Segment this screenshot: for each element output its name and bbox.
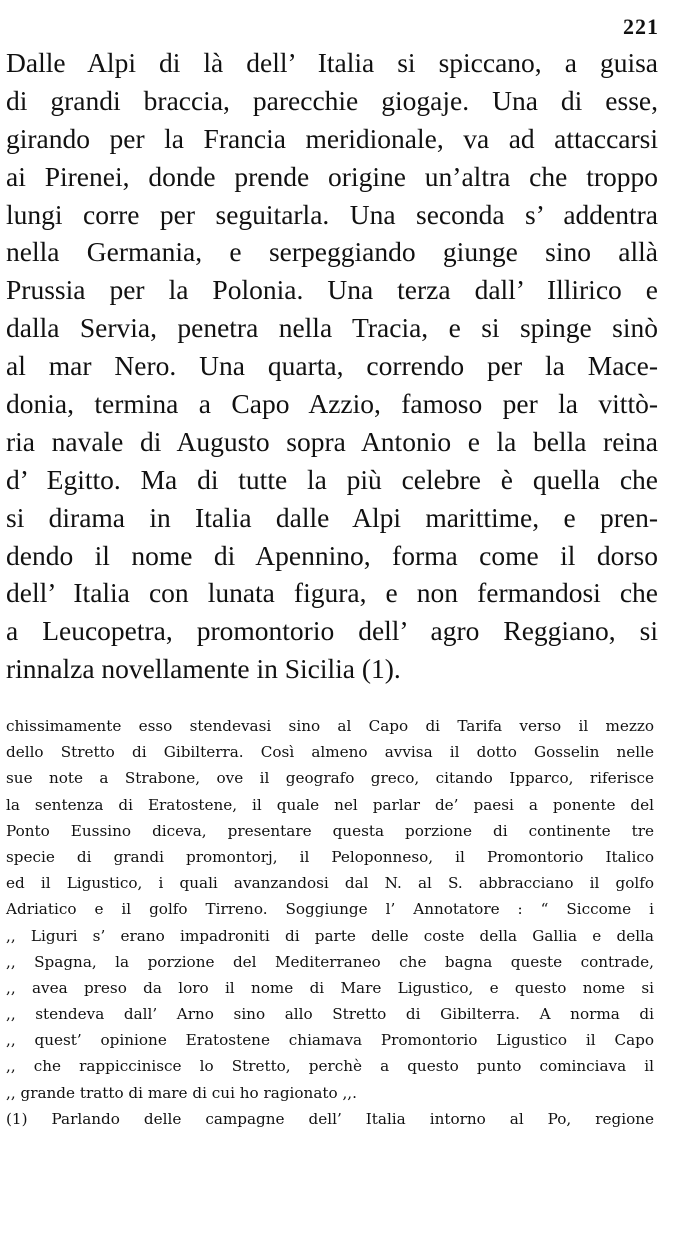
footnote-line: la sentenza di Eratostene, il quale nel parlar de’ paesi a ponente del — [6, 795, 654, 814]
body-line: d’ Egitto. Ma di tutte la più celebre è quella che — [6, 463, 658, 495]
footnote-line: Adriatico e il golfo Tirreno. Soggiunge l’ Annotatore : “ Siccome i — [6, 900, 654, 919]
footnote-line: sue note a Strabone, ove il geografo greco, citando Ipparco, riferisce — [6, 769, 654, 788]
body-line: a Leucopetra, promontorio dell’ agro Reggiano, si — [6, 615, 658, 647]
body-line: di grandi braccia, parecchie giogaje. Una di esse, — [6, 84, 658, 116]
main-body-text — [6, 44, 658, 688]
footnote-line-new-note: (1) Parlando delle campagne dell’ Italia intorno al Po, regione — [6, 1109, 654, 1128]
body-line: si dirama in Italia dalle Alpi marittime, e pren- — [6, 501, 658, 533]
page-number: 221 — [623, 14, 659, 39]
footnote-line: specie di grandi promontorj, il Peloponneso, il Promontorio Italico — [6, 847, 654, 866]
footnote-line: ed il Ligustico, i quali avanzandosi dal N. al S. abbracciano il golfo — [6, 874, 654, 893]
body-line: ai Pirenei, donde prende origine un’altra che troppo — [6, 160, 658, 192]
body-line-last: rinnalza novellamente in Sicilia (1). — [6, 653, 401, 685]
body-line: Prussia per la Polonia. Una terza dall’ Illirico e — [6, 274, 658, 306]
footnote-line: ,, grande tratto di mare di cui ho ragionato ,,. — [6, 1083, 357, 1102]
footnote-line: ,, Spagna, la porzione del Mediterraneo che bagna queste contrade, — [6, 952, 654, 971]
footnote-line: dello Stretto di Gibilterra. Così almeno avvisa il dotto Gosselin nelle — [6, 743, 654, 762]
footnote-line: ,, avea preso da loro il nome di Mare Ligustico, e questo nome si — [6, 978, 654, 997]
body-line: ria navale di Augusto sopra Antonio e la bella reina — [6, 425, 658, 457]
body-line: dell’ Italia con lunata figura, e non fermandosi che — [6, 577, 658, 609]
body-line: nella Germania, e serpeggiando giunge sino allà — [6, 236, 658, 268]
body-line: dalla Servia, penetra nella Tracia, e si spinge sinò — [6, 312, 658, 344]
body-line: Dalle Alpi di là dell’ Italia si spiccano, a guisa — [6, 47, 658, 78]
footnote-line: ,, quest’ opinione Eratostene chiamava Promontorio Ligustico il Capo — [6, 1031, 654, 1050]
body-line: donia, termina a Capo Azzio, famoso per la vittò- — [6, 388, 658, 420]
body-line: al mar Nero. Una quarta, correndo per la Mace- — [6, 350, 658, 382]
body-line: lungi corre per seguitarla. Una seconda s’ addentra — [6, 198, 658, 230]
footnotes — [6, 713, 654, 1132]
footnote-line: ,, che rappiccinisce lo Stretto, perchè a questo punto cominciava il — [6, 1057, 654, 1076]
footnote-line: Ponto Eussino diceva, presentare questa porzione di continente tre — [6, 821, 654, 840]
footnote-line: chissimamente esso stendevasi sino al Capo di Tarifa verso il mezzo — [6, 717, 654, 735]
body-line: dendo il nome di Apennino, forma come il dorso — [6, 539, 658, 571]
footnote-line: ,, stendeva dall’ Arno sino allo Stretto di Gibilterra. A norma di — [6, 1005, 654, 1024]
body-line: girando per la Francia meridionale, va ad attaccarsi — [6, 122, 658, 154]
footnote-line: ,, Liguri s’ erano impadroniti di parte delle coste della Gallia e della — [6, 926, 654, 945]
